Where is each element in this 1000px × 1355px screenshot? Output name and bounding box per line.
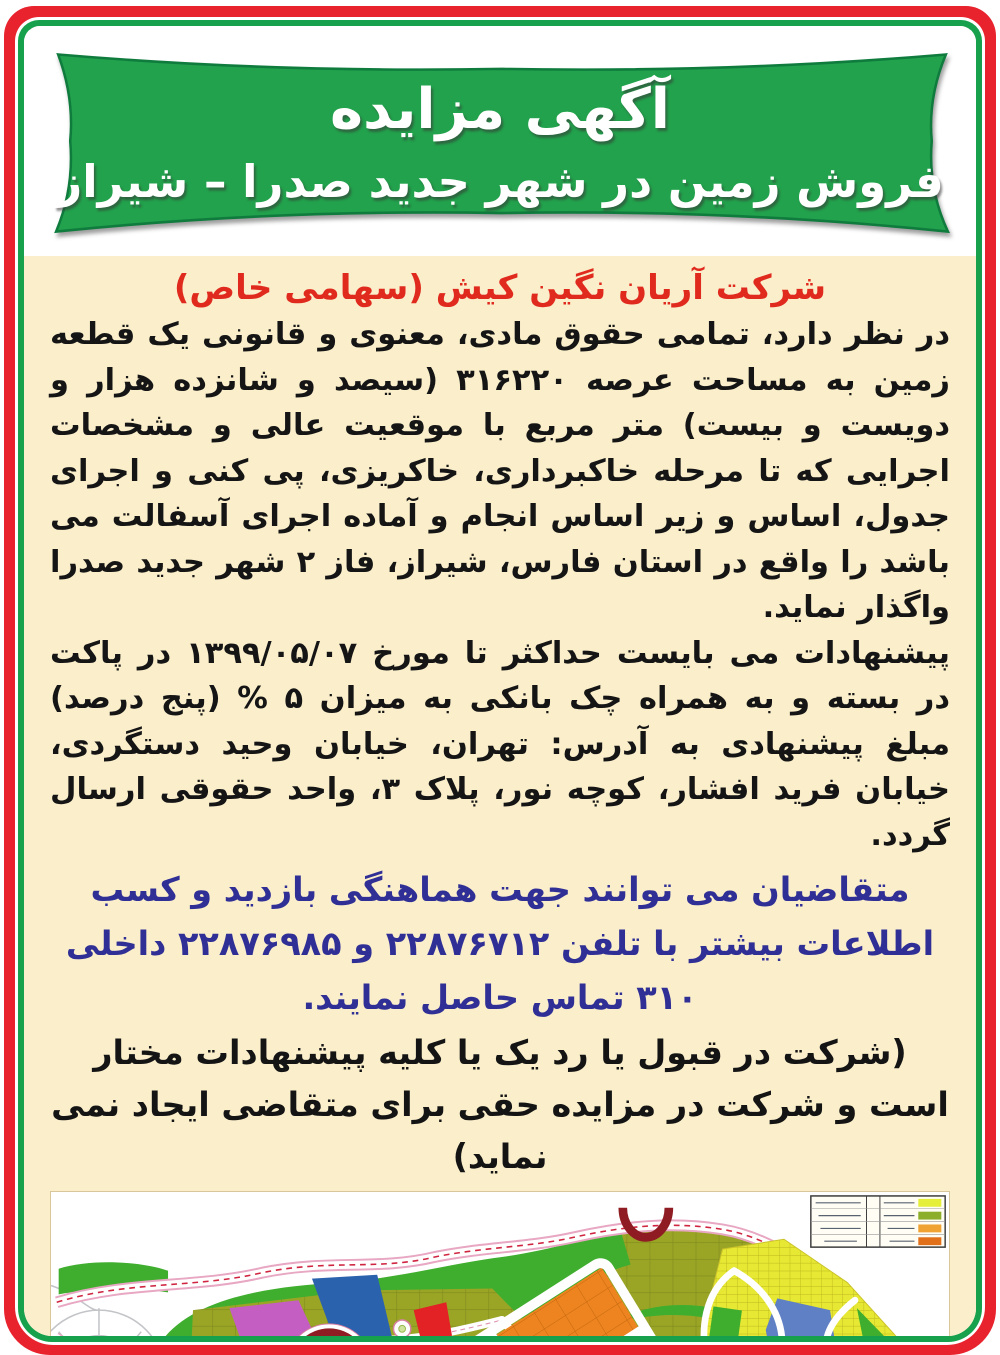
ad-content [24, 26, 976, 1336]
body-paragraph-2: پیشنهادات می بایست حداکثر تا مورخ ۱۳۹۹/۰۵/۰۷ در پاکت در بسته و به همراه چک بانکی به میزان ۵ % (پنج درصد) مبلغ پیشنهادی به آدرس: تهران، خیابان وحید دستگردی، خیابان فرید افشار، کوچه نور، پلاک ۳، واحد حقوقی ارسال گردد. [50, 635, 950, 853]
banner-title-line2: فروش زمین در شهر جدید صدرا – شیراز [56, 154, 944, 208]
body-section [24, 256, 976, 1336]
disclaimer-note: (شرکت در قبول یا رد یک یا کلیه پیشنهادات مختار است و شرکت در مزایده حقی برای متقاضی ایجاد نمی نماید) [51, 1033, 949, 1177]
legend-swatch-olive [918, 1212, 941, 1220]
legend-swatch-darkorange [918, 1237, 941, 1245]
banner-section [24, 26, 976, 256]
body-paragraph-1: در نظر دارد، تمامی حقوق مادی، معنوی و قانونی یک قطعه زمین به مساحت عرصه ۳۱۶۲۲۰ (سیصد و شانزده هزار و دویست و بیست) متر مربع با موقعیت عالی و مشخصات اجرایی که تا مرحله خاکبرداری، خاکریزی، پی کنی و اجرای جدول، اساس و زیر اساس انجام و آماده اجرای آسفالت می باشد را واقع در استان فارس، شیراز، فاز ۲ شهر جدید صدرا واگذار نماید. [50, 317, 950, 626]
company-heading: شرکت آریان نگین کیش (سهامی خاص) [173, 268, 827, 308]
banner-title [24, 26, 976, 256]
master-plan-map [51, 1192, 949, 1336]
legend-swatch-orange [918, 1225, 941, 1233]
legend-swatch-yellow [918, 1199, 941, 1207]
contact-note: متقاضیان می توانند جهت هماهنگی بازدید و کسب اطلاعات بیشتر با تلفن ۲۲۸۷۶۷۱۲ و ۲۲۸۷۶۹۸۵ داخلی ۳۱۰ تماس حاصل نمایند. [65, 870, 935, 1018]
master-plan-map-box [50, 1191, 950, 1336]
map-legend [811, 1196, 945, 1247]
banner-title-line1: آگهی مزایده [329, 77, 671, 143]
